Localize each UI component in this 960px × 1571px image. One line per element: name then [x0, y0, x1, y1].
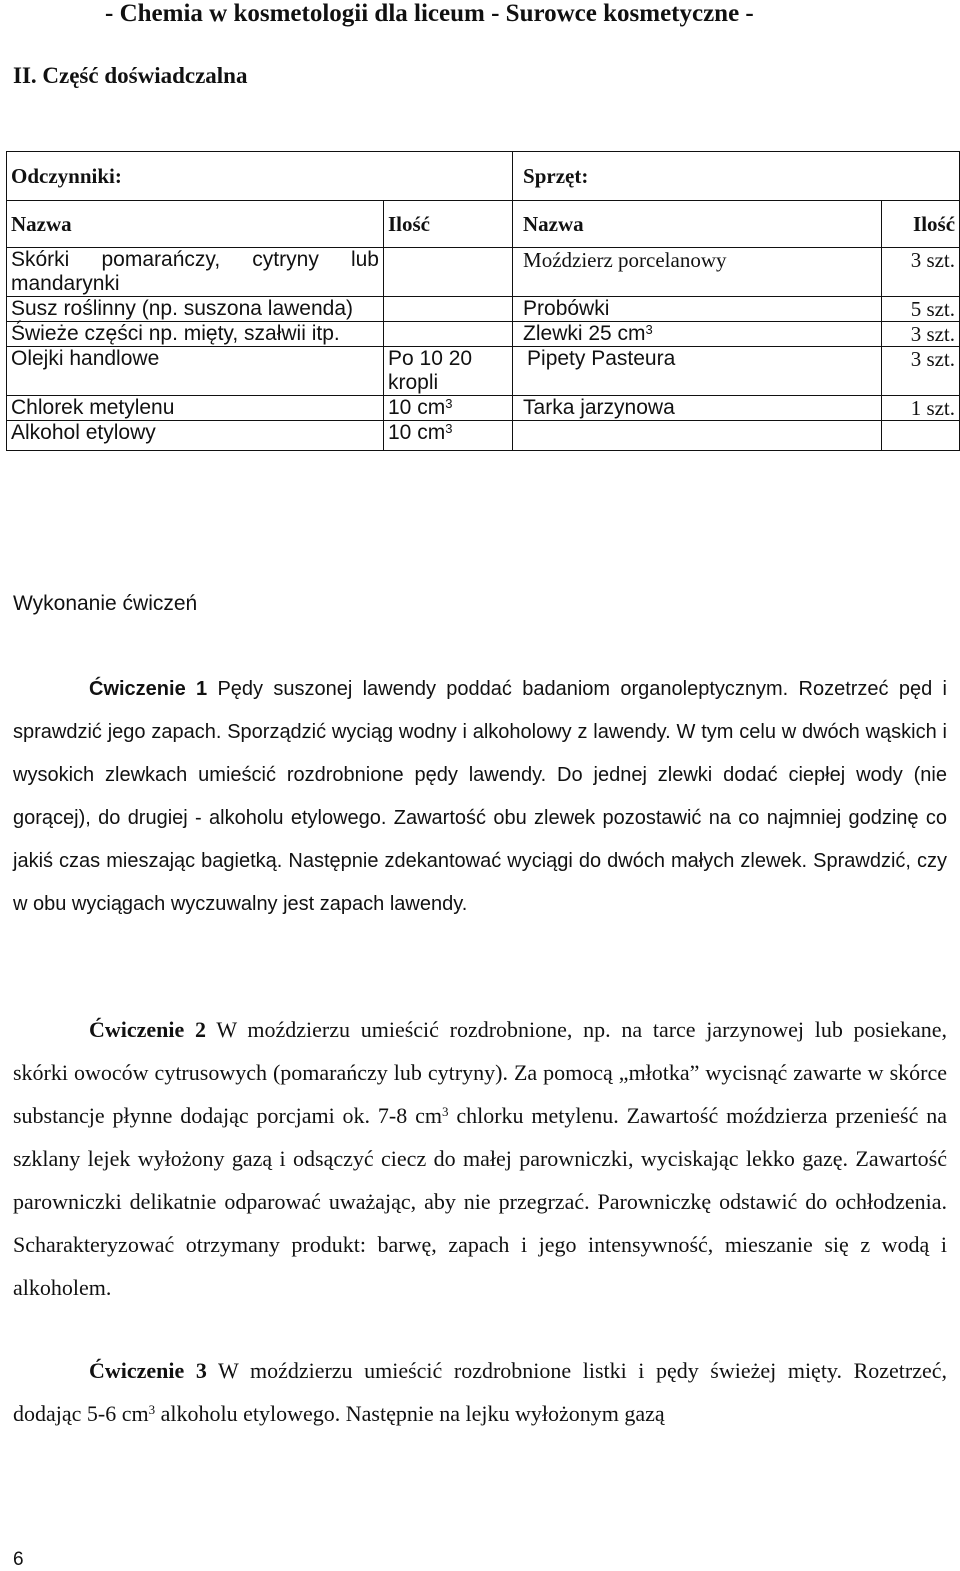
- reagent-cell: Skórki pomarańczy, cytryny lub mandarynki: [7, 248, 384, 297]
- exercise-1-label: Ćwiczenie 1: [89, 678, 208, 700]
- superscript: 3: [645, 322, 653, 337]
- document-title: - Chemia w kosmetologii dla liceum - Surowce kosmetyczne -: [105, 0, 754, 27]
- exercise-2-text-b: chlorku metylenu. Zawartość moździerza przenieść na szklany lejek wyłożony gazą i odsączyć ciecz do małej parowniczki, wyciskając lekko gazę. Zawartość parowniczki delikatnie odparować uważając, aby nie przegrzać. Parowniczkę odstawić do ochłodzenia. Scharakteryzować otrzymany produkt: barwę, zapach i jego intensywność, mieszanie się z wodą i alkoholem.: [13, 1103, 947, 1300]
- table-row: [7, 347, 960, 396]
- exercise-3-text-a: W moździerzu umieścić rozdrobnione listki i pędy świeżej mięty. Rozetrzeć, dodając 5-6 cm: [13, 1358, 947, 1426]
- table-row: [7, 421, 960, 451]
- table-column-header-row: [7, 201, 960, 248]
- equipment-cell-text: Zlewki 25 cm: [523, 322, 646, 345]
- qty-cell-text: 10 cm: [388, 421, 446, 444]
- equipment-cell: Probówki: [513, 297, 882, 322]
- table-row: [7, 322, 960, 347]
- exercise-2-text-a: W moździerzu umieścić rozdrobnione, np. na tarce jarzynowej lub posiekane, skórki owoców cytrusowych (pomarańczy lub cytryny). Za pomocą „młotka” wycisnąć zawarte w skórce substancje płynne dodając porcjami ok. 7-8 cm: [13, 1017, 948, 1128]
- equipment-cell: Moździerz porcelanowy: [513, 248, 882, 297]
- qty-cell: [384, 396, 513, 421]
- equipment-qty-cell: 3 szt.: [882, 322, 960, 347]
- exercise-2-paragraph: [13, 1008, 947, 1309]
- table-row: [7, 396, 960, 421]
- column-header-qty: Ilość: [384, 201, 513, 248]
- reagent-cell: Susz roślinny (np. suszona lawenda): [7, 297, 384, 322]
- equipment-qty-cell: 3 szt.: [882, 347, 960, 396]
- equipment-qty-cell: [882, 421, 960, 451]
- table-row: [7, 297, 960, 322]
- table-row: [7, 248, 960, 297]
- reagent-cell: Chlorek metylenu: [7, 396, 384, 421]
- qty-cell: [384, 248, 513, 297]
- reagents-header: Odczynniki:: [7, 152, 513, 201]
- section-heading: II. Część doświadczalna: [13, 63, 248, 88]
- column-header-name: Nazwa: [7, 201, 384, 248]
- exercise-3-label: Ćwiczenie 3: [89, 1358, 207, 1383]
- qty-cell-text: 10 cm: [388, 396, 446, 419]
- superscript: 3: [445, 396, 453, 411]
- column-header-name-equipment: Nazwa: [513, 201, 882, 248]
- table-group-header-row: [7, 152, 960, 201]
- page-number: 6: [13, 1549, 24, 1570]
- exercise-3-paragraph: [13, 1349, 947, 1435]
- equipment-qty-cell: 5 szt.: [882, 297, 960, 322]
- qty-cell: [384, 322, 513, 347]
- exercise-2-label: Ćwiczenie 2: [89, 1017, 207, 1042]
- reagent-cell: Olejki handlowe: [7, 347, 384, 396]
- exercises-heading: Wykonanie ćwiczeń: [13, 592, 198, 615]
- materials-table: [6, 151, 960, 451]
- qty-cell: [384, 297, 513, 322]
- qty-cell: Po 10 20 kropli: [384, 347, 513, 396]
- column-header-qty-equipment: Ilość: [882, 201, 960, 248]
- reagent-cell: Świeże części np. mięty, szałwii itp.: [7, 322, 384, 347]
- equipment-header: Sprzęt:: [513, 152, 960, 201]
- superscript: 3: [445, 421, 453, 436]
- qty-cell: [384, 421, 513, 451]
- exercise-1-paragraph: [13, 668, 947, 926]
- exercise-1-text: Pędy suszonej lawendy poddać badaniom organoleptycznym. Rozetrzeć pęd i sprawdzić jego zapach. Sporządzić wyciąg wodny i alkoholowy z lawendy. W tym celu w dwóch wąskich i wysokich zlewkach umieścić rozdrobnione pędy lawendy. Do jednej zlewki dodać ciepłej wody (nie gorącej), do drugiej - alkoholu etylowego. Zawartość obu zlewek pozostawić na co najmniej godzinę co jakiś czas mieszając bagietką. Następnie zdekantować wyciągi do dwóch małych zlewek. Sprawdzić, czy w obu wyciągach wyczuwalny jest zapach lawendy.: [13, 678, 947, 915]
- reagent-cell: Alkohol etylowy: [7, 421, 384, 451]
- superscript: 3: [441, 1104, 449, 1119]
- equipment-cell: Pipety Pasteura: [513, 347, 882, 396]
- exercise-3-text-b: alkoholu etylowego. Następnie na lejku wyłożonym gazą: [155, 1401, 665, 1426]
- equipment-cell: [513, 421, 882, 451]
- equipment-cell: [513, 322, 882, 347]
- equipment-cell: Tarka jarzynowa: [513, 396, 882, 421]
- equipment-qty-cell: 1 szt.: [882, 396, 960, 421]
- equipment-qty-cell: 3 szt.: [882, 248, 960, 297]
- superscript: 3: [148, 1402, 156, 1417]
